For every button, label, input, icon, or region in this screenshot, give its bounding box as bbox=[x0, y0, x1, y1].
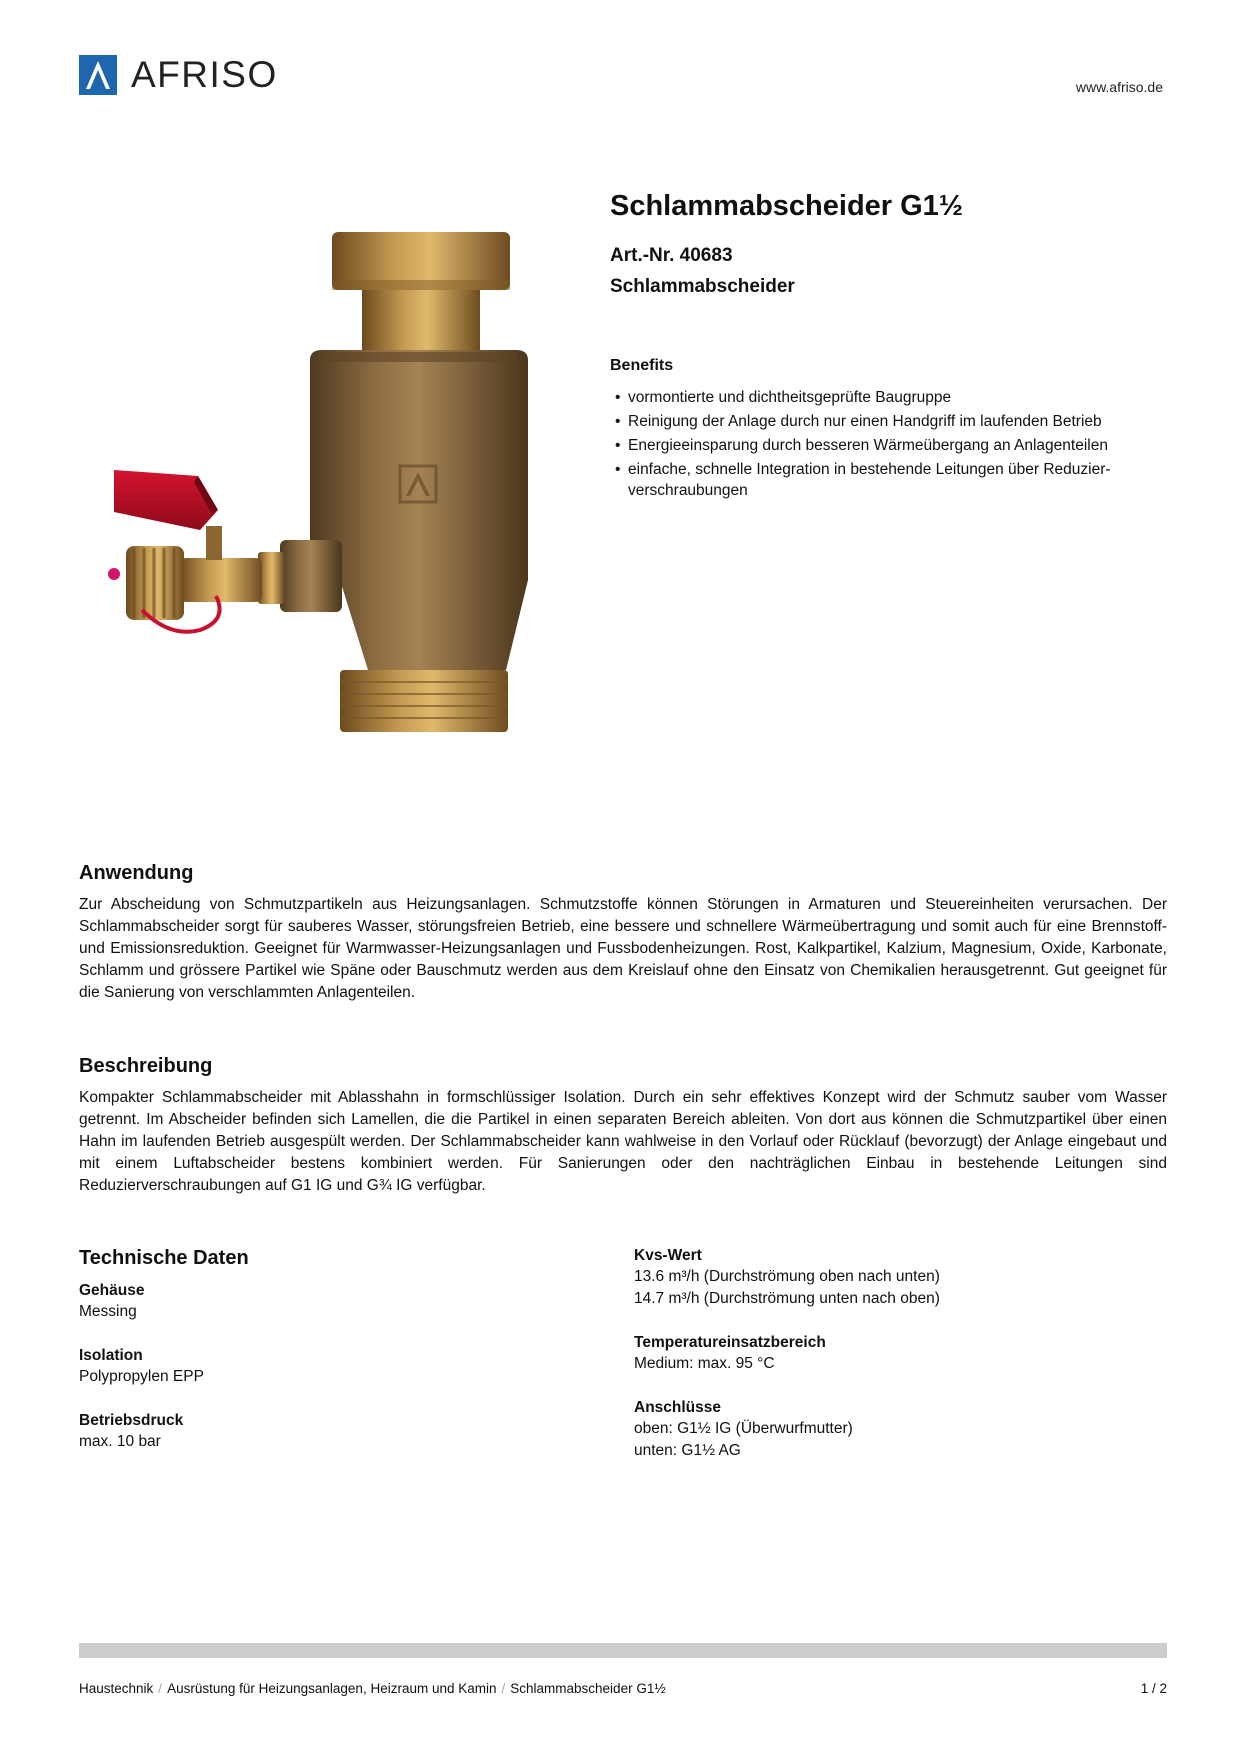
breadcrumb-item[interactable]: Ausrüstung für Heizungsanlagen, Heizraum und Kamin bbox=[167, 1681, 497, 1696]
list-item: • Energieeinsparung durch besseren Wärmeübergang an Anlagenteilen bbox=[610, 435, 1170, 456]
breadcrumb-item[interactable]: Haustechnik bbox=[79, 1681, 154, 1696]
brand-name: AFRISO bbox=[131, 54, 278, 95]
spec-anschluesse bbox=[634, 1397, 1174, 1462]
list-item: • vormontierte und dichtheitsgeprüfte Baugruppe bbox=[610, 387, 1170, 408]
page-number: 1 / 2 bbox=[1140, 1681, 1167, 1696]
beschreibung-section bbox=[79, 1053, 1167, 1197]
beschreibung-heading: Beschreibung bbox=[79, 1055, 213, 1077]
footer-divider bbox=[79, 1643, 1167, 1658]
spec-label: Anschlüsse bbox=[634, 1399, 722, 1416]
footer bbox=[79, 1681, 1167, 1696]
product-subtitle: Schlammabscheider bbox=[610, 276, 795, 297]
product-header bbox=[610, 188, 1170, 299]
beschreibung-text: Kompakter Schlammabscheider mit Ablasshahn in formschlüssiger Isolation. Durch ein sehr effektives Konzept wird der Schmutz sauber vom Wasser getrennt. Im Abscheider befinden sich Lamellen, die die Partikel in einen separaten Bereich ableiten. Von dort aus können die Schmutzpartikel über einen Hahn im laufenden Betrieb ausgespült werden. Der Schlammabscheider kann wahlweise in den Vorlauf oder Rücklauf (bevorzugt) der Anlage eingebaut und mit einem Luftabscheider bestens kombiniert werden. Für Sanierungen oder den nachträglichen Einbau in bestehende Leitungen sind Reduzierverschraubungen auf G1 IG und G¾ IG verfügbar. bbox=[79, 1089, 1167, 1194]
technische-daten-heading: Technische Daten bbox=[79, 1247, 249, 1269]
spec-value: oben: G1½ IG (Überwurfmutter) bbox=[634, 1420, 853, 1437]
technische-daten-left bbox=[79, 1245, 579, 1475]
spec-label: Kvs-Wert bbox=[634, 1247, 702, 1264]
breadcrumb-separator: / bbox=[501, 1681, 506, 1696]
benefits-section bbox=[610, 357, 1170, 504]
spec-value: 14.7 m³/h (Durchströmung unten nach oben) bbox=[634, 1290, 940, 1307]
spec-value: max. 10 bar bbox=[79, 1433, 161, 1450]
benefits-heading: Benefits bbox=[610, 357, 674, 374]
spec-value: Messing bbox=[79, 1303, 137, 1320]
product-image bbox=[100, 210, 550, 770]
technische-daten-right bbox=[634, 1245, 1174, 1484]
list-item: • einfache, schnelle Integration in bestehende Leitungen über Reduzier-verschraubungen bbox=[610, 459, 1170, 501]
spec-gehaeuse bbox=[79, 1280, 579, 1323]
afriso-logo bbox=[79, 55, 278, 95]
breadcrumb bbox=[79, 1681, 666, 1696]
anwendung-text: Zur Abscheidung von Schmutzpartikeln aus Heizungsanlagen. Schmutzstoffe können Störungen in Armaturen und Steuereinheiten verursachen. Der Schlammabscheider sorgt für sauberes Wasser, störungsfreien Betrieb, eine bessere und schnellere Wärmeübertragung und somit auch für eine Brennstoff- und Emissionsreduktion. Geeignet für Warmwasser-Heizungsanlagen und Fussbodenheizungen. Rost, Kalkpartikel, Kalzium, Magnesium, Oxide, Karbonate, Schlamm und grössere Partikel wie Späne oder Bauschmutz werden aus dem Kreislauf ohne den Einsatz von Chemikalien herausgetrennt. Gut geeignet für die Sanierung von verschlammten Anlagenteilen. bbox=[79, 896, 1167, 1001]
spec-label: Betriebsdruck bbox=[79, 1412, 184, 1429]
spec-isolation bbox=[79, 1345, 579, 1388]
benefits-list bbox=[610, 387, 1170, 501]
article-number: Art.-Nr. 40683 bbox=[610, 245, 733, 266]
spec-kvs-wert bbox=[634, 1245, 1174, 1310]
afriso-logo-icon bbox=[79, 55, 117, 95]
spec-label: Isolation bbox=[79, 1347, 143, 1364]
breadcrumb-separator: / bbox=[158, 1681, 163, 1696]
product-title: Schlammabscheider G1½ bbox=[610, 190, 963, 222]
spec-value: 13.6 m³/h (Durchströmung oben nach unten) bbox=[634, 1268, 940, 1285]
spec-label: Gehäuse bbox=[79, 1282, 145, 1299]
anwendung-heading: Anwendung bbox=[79, 862, 194, 884]
spec-value: Medium: max. 95 °C bbox=[634, 1355, 775, 1372]
list-item: • Reinigung der Anlage durch nur einen Handgriff im laufenden Betrieb bbox=[610, 411, 1170, 432]
anwendung-section bbox=[79, 860, 1167, 1004]
spec-value: Polypropylen EPP bbox=[79, 1368, 204, 1385]
spec-label: Temperatureinsatzbereich bbox=[634, 1334, 826, 1351]
website-link[interactable]: www.afriso.de bbox=[1075, 79, 1163, 95]
breadcrumb-item: Schlammabscheider G1½ bbox=[510, 1681, 666, 1696]
spec-value: unten: G1½ AG bbox=[634, 1442, 741, 1459]
spec-temperatureinsatzbereich bbox=[634, 1332, 1174, 1375]
spec-betriebsdruck bbox=[79, 1410, 579, 1453]
